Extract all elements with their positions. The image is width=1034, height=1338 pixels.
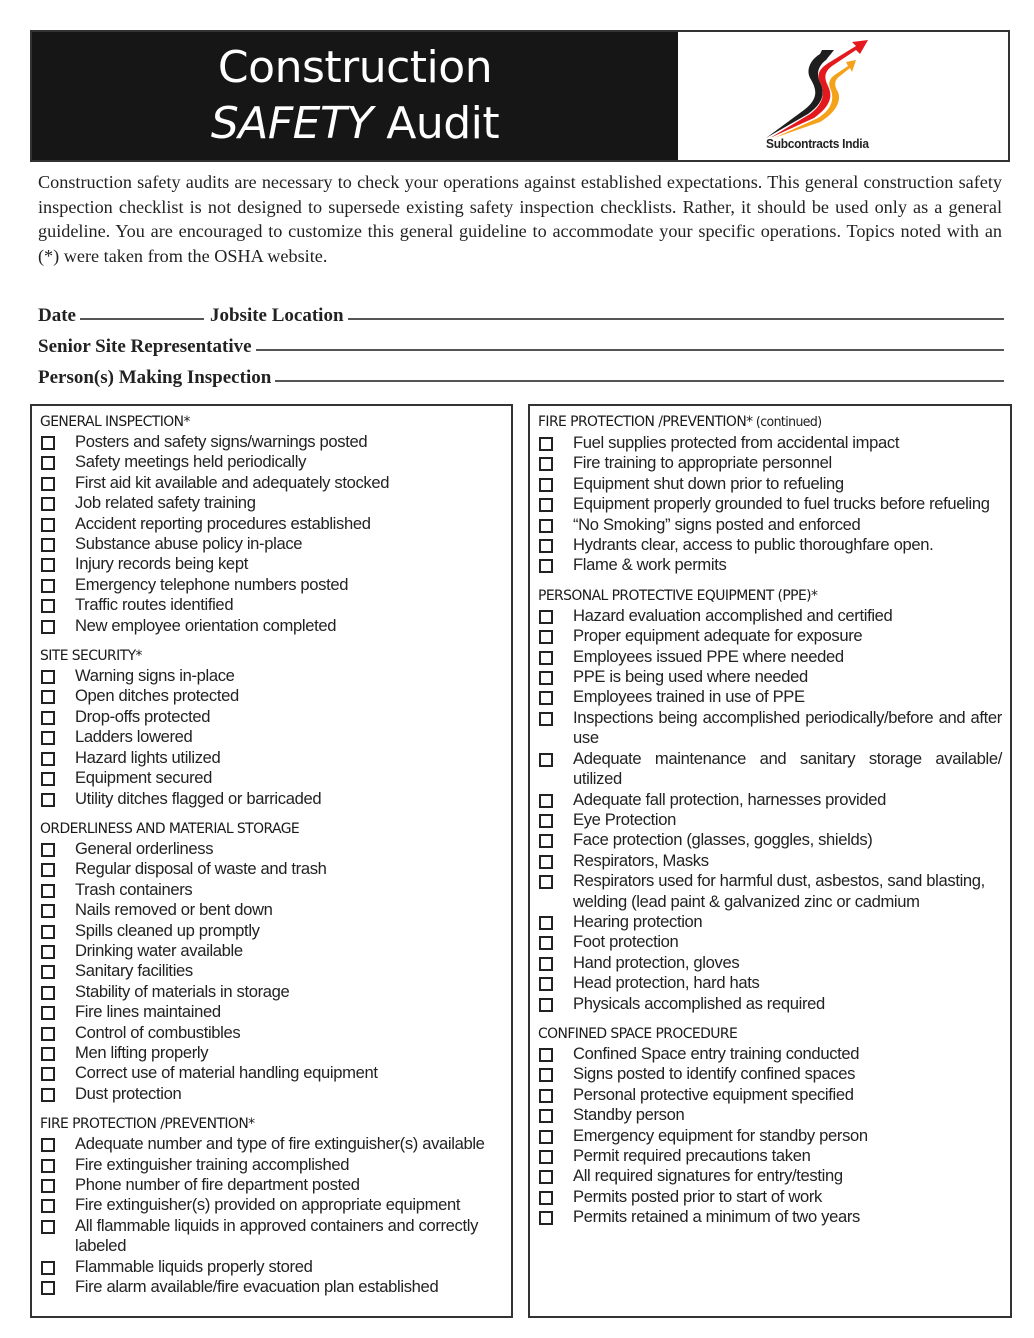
checklist-item: [40, 514, 503, 534]
checkbox[interactable]: [539, 1150, 553, 1164]
checkbox[interactable]: [539, 519, 553, 533]
checklist-item: [40, 900, 503, 920]
checklist-item: [538, 474, 1002, 494]
checklist-item-label: Flammable liquids properly stored: [75, 1256, 313, 1276]
checkbox[interactable]: [539, 916, 553, 930]
checklist-item-label: Permit required precautions taken: [573, 1146, 811, 1165]
checklist-item: [538, 1044, 1002, 1064]
checklist-item-label: Traffic routes identified: [75, 595, 234, 615]
checkbox[interactable]: [41, 1088, 55, 1102]
checkbox[interactable]: [539, 478, 553, 492]
checklist-item-label: Fire extinguisher(s) provided on appropriate equipment: [75, 1195, 461, 1215]
checkbox[interactable]: [539, 712, 553, 726]
logo-text: Subcontracts India: [766, 136, 869, 151]
checklist-item-label: Inspections being accomplished periodically/before and after use: [573, 707, 1002, 748]
inspectors-field[interactable]: [275, 380, 1004, 382]
checklist-item-label: Emergency telephone numbers posted: [75, 574, 349, 594]
section-title: [40, 1114, 484, 1134]
checkbox[interactable]: [539, 936, 553, 950]
checklist-item: [538, 708, 1002, 749]
checkbox[interactable]: [41, 1027, 55, 1041]
checklist-item-label: Utility ditches flagged or barricaded: [75, 788, 322, 808]
checklist-right-column: [528, 404, 1012, 1318]
document-title: [32, 32, 678, 160]
checkbox[interactable]: [539, 610, 553, 624]
checklist-item-label: Warning signs in-place: [75, 666, 235, 686]
checkbox[interactable]: [539, 977, 553, 991]
checklist-item-label: Employees trained in use of PPE: [573, 687, 805, 707]
checklist-item-label: Ladders lowered: [75, 727, 193, 747]
checklist-item-label: Signs posted to identify confined spaces: [573, 1064, 856, 1084]
checklist-item-label: General orderliness: [75, 838, 214, 858]
checkbox[interactable]: [539, 1191, 553, 1205]
section-orderliness-and-material-storage: [40, 819, 503, 1104]
checklist-item: [538, 515, 1002, 535]
company-logo: [678, 32, 1008, 160]
checklist-item-label: Hearing protection: [573, 911, 703, 931]
checklist-item-label: Adequate number and type of fire extinguisher(s) available: [75, 1134, 485, 1154]
checkbox[interactable]: [539, 794, 553, 808]
checkbox[interactable]: [539, 814, 553, 828]
checkbox[interactable]: [41, 1199, 55, 1213]
checklist-item-label: Emergency equipment for standby person: [573, 1125, 868, 1145]
checkbox[interactable]: [41, 752, 55, 766]
date-field[interactable]: [80, 318, 204, 320]
checkbox[interactable]: [539, 457, 553, 471]
checklist-item-label: Standby person: [573, 1105, 685, 1125]
checklist-item-label: Fire training to appropriate personnel: [573, 453, 832, 473]
checklist-item-label: All flammable liquids in approved containers and correctly labeled: [75, 1215, 479, 1256]
checklist-item-label: Head protection, hard hats: [573, 973, 760, 993]
checkbox[interactable]: [41, 793, 55, 807]
title-line-1: Construction: [217, 42, 493, 93]
checkbox[interactable]: [41, 843, 55, 857]
senior-rep-row: [38, 327, 1004, 358]
checklist-item-label: Proper equipment adequate for exposure: [573, 626, 863, 646]
checklist-item: [40, 595, 503, 615]
checklist-item-label: Dust protection: [75, 1083, 182, 1103]
checkbox[interactable]: [539, 1170, 553, 1184]
checkbox[interactable]: [41, 1220, 55, 1234]
checklist-item-label: First aid kit available and adequately stocked: [75, 472, 390, 492]
checklist-item-label: Spills cleaned up promptly: [75, 920, 260, 940]
section-fire-protection-prevention: [538, 412, 1002, 576]
checklist-item: [40, 1195, 503, 1215]
section-confined-space-procedure: [538, 1024, 1002, 1228]
checklist-item: [40, 473, 503, 493]
checkbox[interactable]: [539, 834, 553, 848]
checkbox[interactable]: [539, 855, 553, 869]
checkbox[interactable]: [539, 498, 553, 512]
checklist-item-label: Adequate fall protection, harnesses provided: [573, 789, 886, 809]
checklist-item: [538, 932, 1002, 952]
section-title-text: FIRE PROTECTION /PREVENTION*: [538, 414, 753, 430]
checklist-item-label: Equipment secured: [75, 768, 213, 788]
checklist-item-label: Adequate maintenance and sanitary storage available/ utilized: [573, 748, 1002, 789]
senior-rep-field[interactable]: [256, 349, 1004, 351]
checklist-item-label: Hazard lights utilized: [75, 747, 221, 767]
checklist-item: [40, 534, 503, 554]
checkbox[interactable]: [539, 1089, 553, 1103]
checkbox[interactable]: [41, 1261, 55, 1275]
checklist-item: [538, 749, 1002, 790]
checklist-item-label: Hydrants clear, access to public thoroughfare open.: [573, 535, 934, 555]
section-personal-protective-equipment-ppe: [538, 586, 1002, 1014]
checkbox[interactable]: [41, 670, 55, 684]
checklist-item: [538, 851, 1002, 871]
checklist-item: [40, 1134, 503, 1154]
checklist-item: [40, 575, 503, 595]
section-title: [40, 819, 484, 839]
section-title-note: (continued): [752, 415, 822, 430]
checklist-item: [40, 941, 503, 961]
checklist-item: [40, 1257, 503, 1277]
checkbox[interactable]: [41, 497, 55, 511]
checklist-item: [40, 493, 503, 513]
checklist-item-label: Substance abuse policy in-place: [75, 534, 303, 554]
checklist-item-label: Physicals accomplished as required: [573, 993, 825, 1013]
checkbox[interactable]: [41, 904, 55, 918]
section-title-text: SITE SECURITY*: [40, 648, 142, 665]
checklist-item: [40, 789, 503, 809]
checklist-item: [538, 1126, 1002, 1146]
checkbox[interactable]: [539, 1068, 553, 1082]
checklist-item-label: Accident reporting procedures established: [75, 513, 371, 533]
section-title-text: GENERAL INSPECTION*: [40, 414, 190, 430]
section-title-text: ORDERLINESS AND MATERIAL STORAGE: [40, 820, 300, 837]
checklist-item-label: Permits posted prior to start of work: [573, 1186, 822, 1206]
checklist-item-label: Respirators used for harmful dust, asbestos, sand blasting, welding (lead paint & galvanized zinc or cadmium: [573, 871, 985, 911]
jobsite-location-field[interactable]: [348, 318, 1004, 320]
checkbox[interactable]: [539, 998, 553, 1012]
inspectors-row: [38, 358, 1004, 389]
checklist-item: [40, 1155, 503, 1175]
checklist-item-label: Fire alarm available/fire evacuation plan established: [75, 1277, 439, 1297]
checklist-item: [40, 616, 503, 636]
checklist-item-label: Fuel supplies protected from accidental impact: [573, 433, 900, 452]
checkbox[interactable]: [41, 538, 55, 552]
checkbox[interactable]: [41, 1281, 55, 1295]
checklist-item-label: Phone number of fire department posted: [75, 1175, 360, 1194]
checkbox[interactable]: [539, 1130, 553, 1144]
checklist-item: [538, 830, 1002, 850]
checklist-item: [40, 1002, 503, 1022]
checkbox[interactable]: [41, 772, 55, 786]
checklist-item-label: Respirators, Masks: [573, 850, 709, 870]
checklist-item: [538, 871, 1002, 912]
checklist-item: [538, 1146, 1002, 1166]
checklist-item: [40, 1063, 503, 1083]
checklist-item: [538, 535, 1002, 555]
checkbox[interactable]: [539, 630, 553, 644]
checkbox[interactable]: [539, 875, 553, 889]
checkbox[interactable]: [539, 691, 553, 705]
title-rest: Audit: [372, 98, 500, 149]
checklist-item: [40, 1175, 503, 1195]
checklist-item-label: Confined Space entry training conducted: [573, 1043, 860, 1063]
checkbox[interactable]: [539, 753, 553, 767]
checklist-item: [538, 1085, 1002, 1105]
inspectors-label: Person(s) Making Inspection: [38, 367, 272, 388]
checklist-item: [40, 859, 503, 879]
checklist-item: [40, 1043, 503, 1063]
checklist-item-label: Equipment shut down prior to refueling: [573, 473, 844, 493]
checklist-item: [538, 810, 1002, 830]
checklist-item-label: Drop-offs protected: [75, 706, 211, 726]
checklist-item: [538, 667, 1002, 687]
section-title: [538, 1024, 983, 1044]
checklist-item: [40, 1023, 503, 1043]
checklist-item: [538, 912, 1002, 932]
checkbox[interactable]: [41, 1138, 55, 1152]
checklist-item-label: Trash containers: [75, 879, 193, 899]
section-title-text: FIRE PROTECTION /PREVENTION*: [40, 1116, 255, 1133]
section-title-text: CONFINED SPACE PROCEDURE: [538, 1025, 738, 1042]
checkbox[interactable]: [41, 945, 55, 959]
checklist-item: [538, 1207, 1002, 1227]
checklist-item: [538, 494, 1002, 514]
checkbox[interactable]: [539, 1211, 553, 1225]
checkbox[interactable]: [539, 1109, 553, 1123]
checkbox[interactable]: [41, 518, 55, 532]
checkbox[interactable]: [539, 559, 553, 573]
checklist-item-label: “No Smoking” signs posted and enforced: [573, 514, 861, 534]
checklist-item: [538, 687, 1002, 707]
checklist-item: [40, 1277, 503, 1297]
checklist-item: [40, 686, 503, 706]
checklist-item: [538, 1166, 1002, 1186]
section-title: [40, 412, 484, 432]
checklist-item: [40, 961, 503, 981]
checklist-item: [538, 626, 1002, 646]
checkbox[interactable]: [41, 436, 55, 450]
checklist-item: [538, 973, 1002, 993]
checklist-item-label: Control of combustibles: [75, 1022, 241, 1042]
checklist-item: [40, 748, 503, 768]
checklist-item-label: Foot protection: [573, 932, 679, 952]
checklist-item: [40, 880, 503, 900]
checkbox[interactable]: [41, 1159, 55, 1173]
checklist-item: [538, 1064, 1002, 1084]
checkbox[interactable]: [539, 539, 553, 553]
checklist-item-label: Drinking water available: [75, 940, 243, 960]
jobsite-label: Jobsite Location: [209, 305, 344, 326]
date-jobsite-row: [38, 296, 1004, 327]
intro-paragraph: Construction safety audits are necessary to check your operations against established expectations. This general construction safety inspection checklist is not designed to supersede existing safety inspection checklists. Rather, it should be used only as a general guideline. You are encouraged to customize this general guideline to accommodate your specific operations. Topics noted with an (*) were taken from the OSHA website.: [38, 172, 1002, 267]
checkbox[interactable]: [41, 884, 55, 898]
checklist-item-label: Hazard evaluation accomplished and certified: [573, 605, 893, 625]
checklist-item-label: Equipment properly grounded to fuel trucks before refueling: [573, 494, 990, 514]
checklist-item-label: Job related safety training: [75, 493, 256, 513]
checklist-item: [40, 921, 503, 941]
checklist-item-label: Employees issued PPE where needed: [573, 646, 844, 666]
checkbox[interactable]: [41, 863, 55, 877]
section-title: [538, 586, 983, 606]
checkbox[interactable]: [41, 1006, 55, 1020]
checklist-item: [538, 647, 1002, 667]
checkbox[interactable]: [41, 558, 55, 572]
checklist-item-label: Flame & work permits: [573, 555, 727, 575]
checklist-item: [40, 1084, 503, 1104]
checklist-item: [40, 768, 503, 788]
checklist-item-label: New employee orientation completed: [75, 615, 337, 635]
checkbox[interactable]: [539, 1048, 553, 1062]
checklist-item-label: Fire extinguisher training accomplished: [75, 1154, 350, 1174]
checkbox[interactable]: [539, 651, 553, 665]
checkbox[interactable]: [41, 1179, 55, 1193]
checklist-item-label: Regular disposal of waste and trash: [75, 859, 327, 879]
checklist-item-label: Stability of materials in storage: [75, 981, 290, 1001]
checkbox[interactable]: [41, 599, 55, 613]
checklist-item: [538, 790, 1002, 810]
checkbox[interactable]: [41, 690, 55, 704]
inspection-info-fields: [38, 296, 1004, 389]
checklist-item: [538, 1105, 1002, 1125]
section-title-text: PERSONAL PROTECTIVE EQUIPMENT (PPE)*: [538, 587, 818, 604]
section-title: [40, 646, 484, 666]
checkbox[interactable]: [539, 957, 553, 971]
checklist-item: [40, 432, 503, 452]
title-line-2: [211, 96, 499, 152]
checklist-item-label: Posters and safety signs/warnings posted: [75, 432, 368, 451]
checklist-item: [538, 606, 1002, 626]
checkbox[interactable]: [539, 671, 553, 685]
checklist-item: [538, 453, 1002, 473]
checklist-item-label: Face protection (glasses, goggles, shields): [573, 830, 873, 850]
checklist-item: [40, 554, 503, 574]
checklist-left-column: [30, 404, 513, 1318]
checklist-item: [538, 555, 1002, 575]
checklist-item: [40, 666, 503, 686]
checklist-item: [538, 1187, 1002, 1207]
checklist-item-label: Men lifting properly: [75, 1042, 209, 1062]
checkbox[interactable]: [41, 731, 55, 745]
checklist-item: [538, 433, 1002, 453]
checklist-item: [40, 982, 503, 1002]
checklist-item-label: PPE is being used where needed: [573, 667, 808, 687]
checklist-item: [40, 839, 503, 859]
checklist-item-label: Sanitary facilities: [75, 961, 193, 981]
checklist-item: [40, 707, 503, 727]
checklist-item-label: Injury records being kept: [75, 554, 248, 574]
checklist-item: [40, 1216, 503, 1257]
senior-rep-label: Senior Site Representative: [38, 336, 252, 357]
checkbox[interactable]: [41, 965, 55, 979]
checklist-item: [40, 727, 503, 747]
title-emphasis: SAFETY: [210, 98, 373, 149]
checklist-item-label: Permits retained a minimum of two years: [573, 1207, 860, 1227]
checklist-item-label: All required signatures for entry/testing: [573, 1166, 843, 1186]
checkbox[interactable]: [41, 1047, 55, 1061]
checklist-item-label: Hand protection, gloves: [573, 952, 740, 972]
checklist-item-label: Open ditches protected: [75, 686, 239, 706]
section-fire-protection-prevention: [40, 1114, 503, 1297]
section-general-inspection: [40, 412, 503, 636]
checkbox[interactable]: [41, 711, 55, 725]
checklist-item-label: Correct use of material handling equipment: [75, 1063, 378, 1083]
checkbox[interactable]: [41, 456, 55, 470]
swoosh-arrows-icon: [764, 38, 884, 138]
checkbox[interactable]: [41, 620, 55, 634]
checklist-item-label: Eye Protection: [573, 809, 677, 829]
section-title: [538, 412, 983, 433]
checklist-item: [40, 452, 503, 472]
section-site-security: [40, 646, 503, 809]
checkbox[interactable]: [41, 986, 55, 1000]
checklist-item-label: Nails removed or bent down: [75, 900, 273, 920]
checkbox[interactable]: [539, 437, 553, 451]
checkbox[interactable]: [41, 579, 55, 593]
checklist-item: [538, 953, 1002, 973]
checklist-item-label: Safety meetings held periodically: [75, 452, 307, 472]
checklist-item-label: Fire lines maintained: [75, 1002, 221, 1022]
header-banner: [30, 30, 1010, 162]
checklist-item: [538, 994, 1002, 1014]
checklist-item-label: Personal protective equipment specified: [573, 1084, 854, 1104]
checkbox[interactable]: [41, 1067, 55, 1081]
checkbox[interactable]: [41, 925, 55, 939]
checkbox[interactable]: [41, 477, 55, 491]
date-label: Date: [38, 305, 76, 326]
